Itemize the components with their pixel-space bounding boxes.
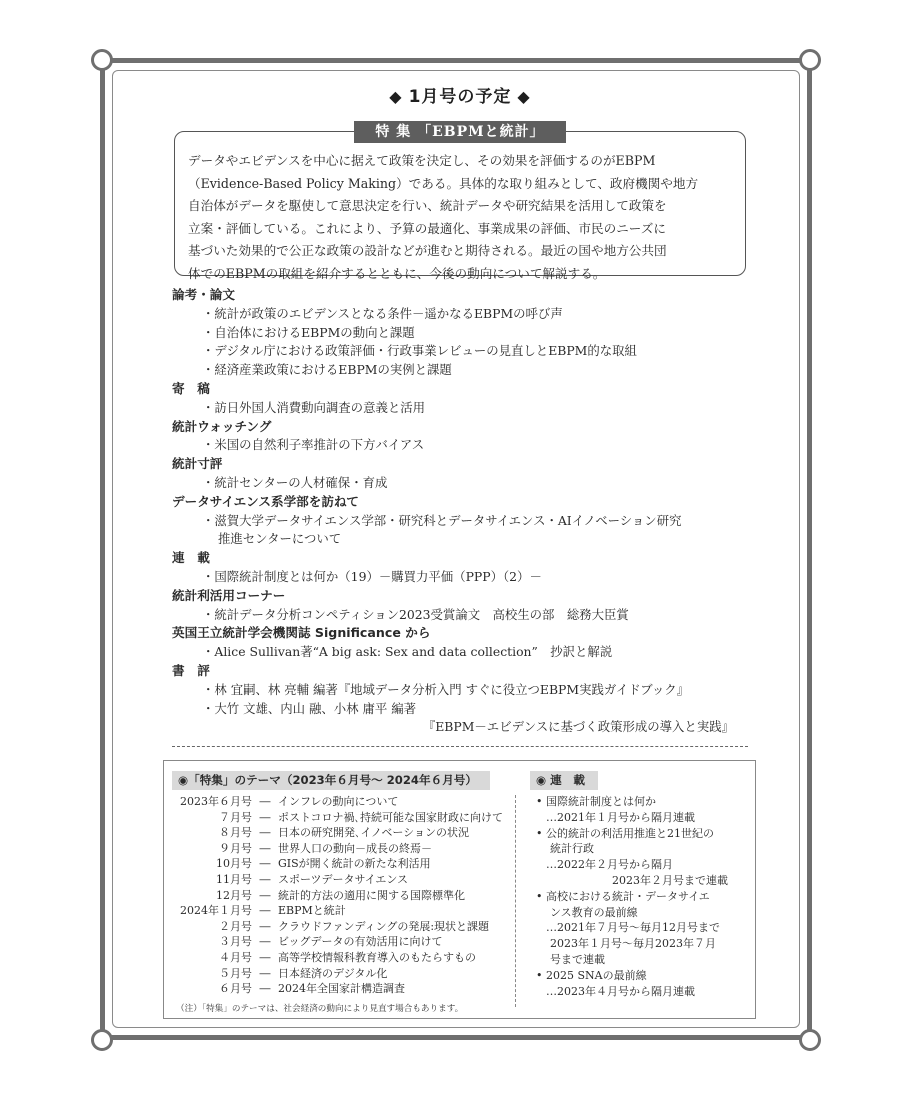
- theme-month: ４月号: [219, 950, 252, 964]
- section-significance: [172, 624, 772, 662]
- theme-topic: ポストコロナ禍､持続可能な国家財政に向けて: [278, 810, 504, 824]
- dash: ―: [259, 888, 271, 902]
- list-item: ・訪日外国人消費動向調査の意義と活用: [202, 399, 426, 415]
- list-item: …2021年７月号～毎月12月号まで: [546, 921, 720, 935]
- contents-list: [172, 286, 772, 737]
- list-item: • 公的統計の利活用推進と21世紀の: [536, 826, 714, 840]
- list-item: ・滋賀大学データサイエンス学部・研究科とデータサイエンス・AIイノベーション研究: [202, 512, 682, 528]
- theme-month: ８月号: [219, 826, 252, 840]
- theme-topic: 2024年全国家計構造調査: [278, 982, 405, 996]
- theme-topic: 統計的方法の適用に関する国際標準化: [278, 888, 465, 902]
- list-item: …2021年１月号から隔月連載: [546, 810, 695, 824]
- list-item: 号まで連載: [550, 952, 605, 966]
- feature-line: データやエビデンスを中心に据えて政策を決定し、その効果を評価するのがEBPM: [188, 153, 656, 168]
- dash: ―: [259, 919, 271, 933]
- theme-month: ３月号: [219, 935, 252, 949]
- theme-topic: 高等学校情報科教育導入のもたらすもの: [278, 950, 476, 964]
- list-item: ・経済産業政策におけるEBPMの実例と課題: [202, 362, 452, 378]
- list-item: ・統計が政策のエビデンスとなる条件－遥かなるEBPMの呼び声: [202, 305, 563, 321]
- feature-line: （Evidence-Based Policy Making）である。具体的な取り組みとして、政府機関や地方: [188, 175, 699, 191]
- table-row: [176, 872, 511, 888]
- dash: ―: [259, 857, 271, 871]
- themes-list: [176, 794, 511, 997]
- table-row: [176, 810, 511, 826]
- theme-month: 12月号: [216, 888, 252, 902]
- list-item: …2022年２月号から隔月: [546, 858, 673, 872]
- feature-line: 体でのEBPMの取組を紹介するとともに、今後の動向について解説する。: [188, 265, 606, 281]
- list-item: 統計行政: [550, 842, 594, 856]
- list-item: ・Alice Sullivan著“A big ask: Sex and data collection” 抄訳と解説: [202, 644, 613, 660]
- theme-month: ２月号: [219, 919, 252, 933]
- section-datascience: [172, 493, 772, 549]
- section-title: 統計利活用コーナー: [172, 587, 286, 603]
- section-title: 統計ウォッチング: [172, 418, 272, 434]
- list-item: ・大竹 文雄、内山 融、小林 庸平 編著: [202, 700, 417, 716]
- frame-corner-ornament: [91, 49, 113, 71]
- dash: ―: [259, 966, 271, 980]
- dash: ―: [259, 950, 271, 964]
- frame-corner-ornament: [799, 1029, 821, 1051]
- section-shohyo: [172, 662, 772, 737]
- themes-note: （注）「特集」のテーマは、社会経済の動向により見直す場合もあります。: [176, 1004, 464, 1014]
- page-title-text: 1月号の予定: [408, 87, 512, 107]
- frame-corner-ornament: [91, 1029, 113, 1051]
- list-item: ・統計データ分析コンペティション2023受賞論文 高校生の部 総務大臣賞: [202, 606, 629, 622]
- dash: ―: [259, 904, 271, 918]
- list-item: ・デジタル庁における政策評価・行政事業レビューの見直しとEBPM的な取組: [202, 343, 637, 359]
- list-item: • 高校における統計・データサイエ: [536, 889, 710, 903]
- theme-month: ６月号: [219, 982, 252, 996]
- theme-topic: クラウドファンディングの発展:現状と課題: [278, 919, 490, 933]
- column-divider: [515, 795, 516, 1007]
- section-title: 寄 稿: [172, 380, 210, 396]
- theme-topic: スポーツデータサイエンス: [278, 872, 409, 886]
- diamond-icon: ◆: [389, 87, 403, 106]
- table-row: [176, 888, 511, 904]
- theme-topic: 日本の研究開発､イノベーションの状況: [278, 826, 469, 840]
- theme-topic: GISが開く統計の新たな利活用: [278, 857, 431, 871]
- feature-description: [188, 150, 736, 285]
- theme-month: ５月号: [219, 966, 252, 980]
- section-kiko: [172, 380, 772, 418]
- theme-month: 11月号: [216, 872, 252, 886]
- divider: [172, 746, 748, 747]
- table-row: [176, 841, 511, 857]
- list-item: ンス教育の最前線: [550, 905, 638, 919]
- diamond-icon: ◆: [517, 87, 531, 106]
- theme-topic: 日本経済のデジタル化: [278, 966, 388, 980]
- theme-month: 2023年６月号: [180, 795, 252, 808]
- theme-topic: ビッグデータの有効活用に向けて: [278, 935, 443, 949]
- section-sunpyo: [172, 455, 772, 493]
- feature-label: 特 集 「EBPMと統計」: [354, 121, 566, 143]
- list-item: ・国際統計制度とは何か（19）－購買力平価（PPP）（2）－: [202, 568, 542, 584]
- section-title: 統計寸評: [172, 456, 223, 472]
- list-item: ・統計センターの人材確保・育成: [202, 474, 388, 490]
- feature-line: 基づいた効果的で公正な政策の設計などが進むと期待される。最近の国や地方公共団: [188, 243, 667, 258]
- theme-month: ７月号: [219, 810, 252, 824]
- dash: ―: [259, 982, 271, 996]
- section-title: 書 評: [172, 662, 210, 678]
- table-row: [176, 934, 511, 950]
- section-title: 英国王立統計学会機関誌 Significance から: [172, 625, 431, 641]
- serials-list: [536, 794, 776, 999]
- section-watching: [172, 418, 772, 456]
- section-rensai: [172, 549, 772, 587]
- themes-heading: ◉「特集」のテーマ（2023年６月号～ 2024年６月号）: [172, 771, 490, 790]
- table-row: [176, 966, 511, 982]
- table-row: [176, 856, 511, 872]
- table-row: [176, 903, 511, 919]
- feature-line: 立案・評価している。これにより、予算の最適化、事業成果の評価、市民のニーズに: [188, 220, 666, 236]
- table-row: [176, 950, 511, 966]
- section-title: 連 載: [172, 550, 210, 566]
- dash: ―: [259, 795, 271, 808]
- section-title: 論考・論文: [172, 287, 235, 302]
- table-row: [176, 981, 511, 997]
- theme-topic: インフレの動向について: [278, 795, 399, 808]
- feature-line: 自治体がデータを駆使して意思決定を行い、統計データや研究結果を活用して政策を: [188, 198, 667, 213]
- dash: ―: [259, 841, 271, 855]
- list-item: • 2025 SNAの最前線: [536, 968, 647, 982]
- section-ronko: [172, 286, 772, 380]
- list-item: 2023年１月号～毎月2023年７月: [550, 937, 716, 951]
- theme-topic: 世界人口の動向－成長の終焉－: [278, 841, 432, 855]
- dash: ―: [259, 826, 271, 840]
- table-row: [176, 794, 511, 810]
- list-item: ・自治体におけるEBPMの動向と課題: [202, 324, 415, 340]
- theme-month: ９月号: [219, 841, 252, 855]
- list-item: 『EBPM－エビデンスに基づく政策形成の導入と実践』: [422, 719, 734, 735]
- theme-month: 10月号: [216, 857, 252, 871]
- serials-heading: ◉ 連 載: [530, 771, 598, 790]
- list-item: ・米国の自然利子率推計の下方バイアス: [202, 437, 425, 453]
- table-row: [176, 919, 511, 935]
- list-item: …2023年４月号から隔月連載: [546, 984, 695, 998]
- dash: ―: [259, 810, 271, 824]
- dash: ―: [259, 872, 271, 886]
- list-item: • 国際統計制度とは何か: [536, 795, 656, 808]
- list-item: 2023年２月号まで連載: [612, 873, 728, 887]
- page-title: [0, 82, 920, 107]
- section-rikatsuyo: [172, 587, 772, 625]
- frame-corner-ornament: [799, 49, 821, 71]
- dash: ―: [259, 935, 271, 949]
- theme-topic: EBPMと統計: [278, 904, 346, 918]
- section-title: データサイエンス系学部を訪ねて: [172, 493, 359, 509]
- list-item: ・林 宜嗣、林 亮輔 編著『地域データ分析入門 すぐに役立つEBPM実践ガイドブック』: [202, 681, 689, 697]
- table-row: [176, 825, 511, 841]
- theme-month: 2024年１月号: [180, 904, 252, 918]
- list-item: 推進センターについて: [218, 531, 342, 547]
